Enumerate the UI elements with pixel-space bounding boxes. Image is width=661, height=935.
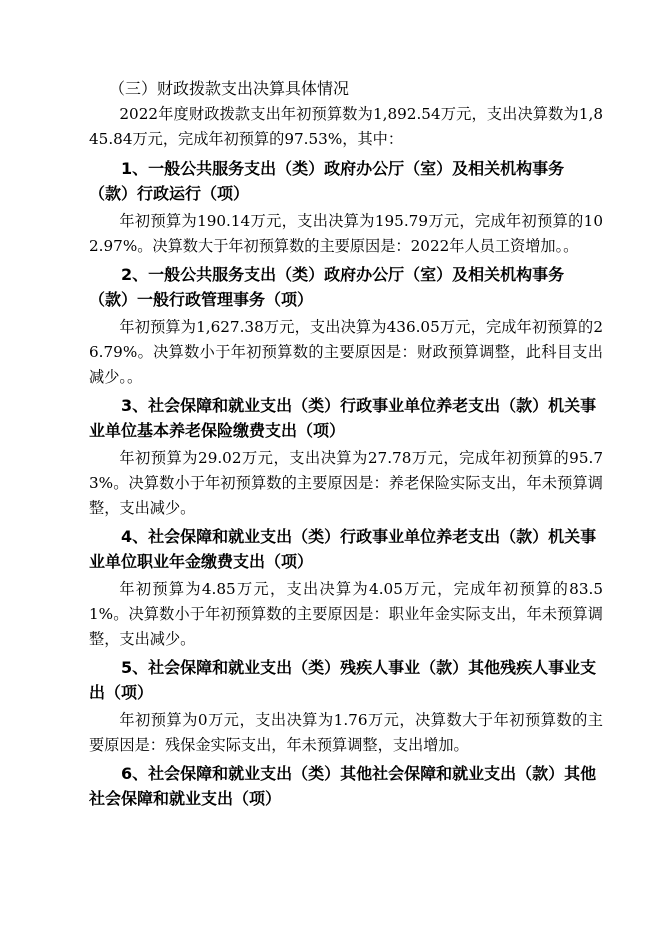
item-1-text: 年初预算为190.14万元，支出决算为195.79万元，完成年初预算的102.97%。决算数大于年初预算数的主要原因是：2022年人员工资增加。。: [89, 212, 603, 255]
item-4-heading: 4、社会保障和就业支出（类）行政事业单位养老支出（款）机关事业单位职业年金缴费支出（项）: [89, 527, 597, 571]
intro-paragraph: 2022年度财政拨款支出年初预算数为1,892.54万元，支出决算数为1,845.84万元，完成年初预算的97.53%，其中：: [89, 105, 603, 148]
item-2-heading: 2、一般公共服务支出（类）政府办公厅（室）及相关机构事务（款）一般行政管理事务（项）: [89, 265, 565, 309]
item-5-heading: 5、社会保障和就业支出（类）残疾人事业（款）其他残疾人事业支出（项）: [89, 658, 597, 702]
document-page: [89, 76, 603, 814]
item-4-text: 年初预算为4.85万元，支出决算为4.05万元，完成年初预算的83.51%。决算数小于年初预算数的主要原因是：职业年金实际支出，年未预算调整，支出减少。: [89, 580, 603, 648]
item-2: [89, 262, 603, 390]
item-3-text: 年初预算为29.02万元，支出决算为27.78万元，完成年初预算的95.73%。决算数小于年初预算数的主要原因是：养老保险实际支出，年未预算调整，支出减少。: [89, 449, 603, 517]
item-6-heading: 6、社会保障和就业支出（类）其他社会保障和就业支出（款）其他社会保障和就业支出（项）: [89, 764, 597, 808]
item-4: [89, 524, 603, 652]
item-6: [89, 761, 603, 811]
item-3-heading: 3、社会保障和就业支出（类）行政事业单位养老支出（款）机关事业单位基本养老保险缴费支出（项）: [89, 396, 597, 440]
item-5: [89, 655, 603, 758]
item-1-heading: 1、一般公共服务支出（类）政府办公厅（室）及相关机构事务（款）行政运行（项）: [89, 159, 565, 203]
item-1: [89, 156, 603, 259]
item-3: [89, 393, 603, 521]
item-5-text: 年初预算为0万元，支出决算为1.76万元，决算数大于年初预算数的主要原因是：残保金实际支出，年未预算调整，支出增加。: [89, 711, 603, 754]
item-2-text: 年初预算为1,627.38万元，支出决算为436.05万元，完成年初预算的26.79%。决算数小于年初预算数的主要原因是：财政预算调整，此科目支出减少。。: [89, 318, 603, 386]
section-title: （三）财政拨款支出决算具体情况: [109, 79, 350, 98]
